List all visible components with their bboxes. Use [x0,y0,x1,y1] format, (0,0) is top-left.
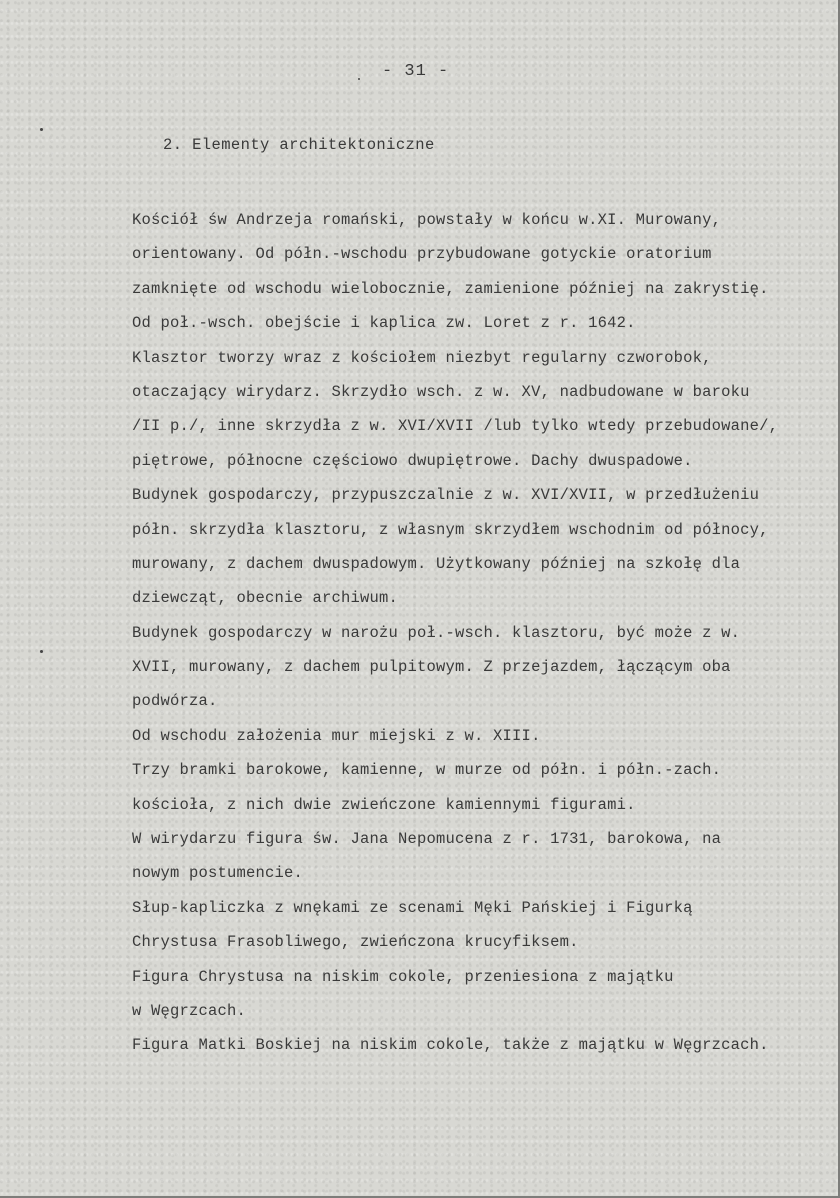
text-line: Od poł.-wsch. obejście i kaplica zw. Loret z r. 1642. [132,314,636,333]
text-line: w Węgrzcach. [132,1001,247,1020]
text-line: Słup-kapliczka z wnękami ze scenami Męki Pańskiej i Figurką [132,898,693,917]
text-line: XVII, murowany, z dachem pulpitowym. Z przejazdem, łączącym oba [132,658,731,677]
text-line: Figura Matki Boskiej na niskim cokole, także z majątku w Węgrzcach. [132,1036,769,1055]
text-line: murowany, z dachem dwuspadowym. Użytkowany później na szkołę dla [132,554,741,573]
text-line: Budynek gospodarczy w narożu poł.-wsch. klasztoru, być może z w. [132,623,741,642]
text-line: W wirydarzu figura św. Jana Nepomucena z r. 1731, barokowa, na [132,830,722,849]
ink-speck [358,78,360,80]
text-line: Od wschodu założenia mur miejski z w. XIII. [132,726,541,745]
text-line: dziewcząt, obecnie archiwum. [132,589,399,608]
page-number: - 31 - [382,62,450,81]
body-text [132,203,832,1063]
text-line: zamknięte od wschodu wielobocznie, zamienione później na zakrystię. [132,279,769,298]
text-line: Klasztor tworzy wraz z kościołem niezbyt regularny czworobok, [132,348,712,367]
text-line: podwórza. [132,692,218,711]
text-line: Chrystusa Frasobliwego, zwieńczona krucyfiksem. [132,933,579,952]
text-line: Trzy bramki barokowe, kamienne, w murze od półn. i półn.-zach. [132,761,722,780]
section-heading: 2. Elementy architektoniczne [163,136,435,154]
text-line: Budynek gospodarczy, przypuszczalnie z w. XVI/XVII, w przedłużeniu [132,486,760,505]
text-line: nowym postumencie. [132,864,304,883]
text-line: Figura Chrystusa na niskim cokole, przeniesiona z majątku [132,967,674,986]
text-line: kościoła, z nich dwie zwieńczone kamiennymi figurami. [132,795,636,814]
text-line: półn. skrzydła klasztoru, z własnym skrzydłem wschodnim od północy, [132,520,769,539]
text-line: /II p./, inne skrzydła z w. XVI/XVII /lub tylko wtedy przebudowane/, [132,417,779,436]
punch-hole-mark [40,128,43,131]
text-line: Kościół św Andrzeja romański, powstały w końcu w.XI. Murowany, [132,211,722,229]
text-line: orientowany. Od półn.-wschodu przybudowane gotyckie oratorium [132,245,712,264]
text-line: piętrowe, północne częściowo dwupiętrowe. Dachy dwuspadowe. [132,451,693,470]
text-line: otaczający wirydarz. Skrzydło wsch. z w. XV, nadbudowane w baroku [132,382,750,401]
punch-hole-mark [40,650,43,653]
